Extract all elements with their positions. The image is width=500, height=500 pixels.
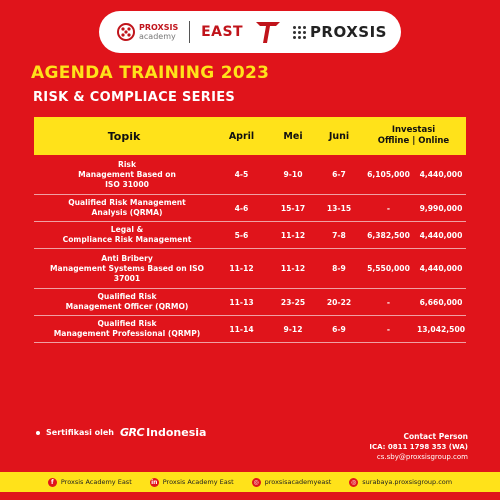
cell-online: 13,042,500 xyxy=(416,324,466,334)
east-label: EAST xyxy=(201,24,244,40)
cell-online: 6,660,000 xyxy=(419,297,463,307)
cell-online: 9,990,000 xyxy=(419,203,463,213)
web-icon: ◎ xyxy=(351,478,357,486)
cell-juni: 7-8 xyxy=(332,230,346,240)
brand-b-text: PROXSIS xyxy=(309,23,387,41)
header-offline-online: Offline | Online xyxy=(377,136,450,146)
social-footer-bar xyxy=(0,472,500,492)
cell-mei: 9-12 xyxy=(283,324,303,334)
cell-online: 4,440,000 xyxy=(419,170,463,179)
cell-topik: Risk Management Based on ISO 31000 xyxy=(78,159,176,189)
table-row xyxy=(34,249,466,289)
proxsis-t-logo-icon xyxy=(254,19,282,45)
cell-offline: 6,105,000 xyxy=(367,170,410,179)
cell-offline: 6,382,500 xyxy=(367,230,410,240)
cell-mei: 11-12 xyxy=(280,230,306,240)
instagram-icon: ◎ xyxy=(253,478,259,486)
proxsis-logo xyxy=(293,23,387,41)
cell-topik: Qualified Risk Management Analysis (QRMA) xyxy=(68,198,186,217)
cell-april: 5-6 xyxy=(234,230,249,240)
cell-online: 4,440,000 xyxy=(419,230,463,240)
cell-topik: Qualified Risk Management Professional (QRMP) xyxy=(53,319,201,338)
proxsis-academy-mark-icon xyxy=(117,23,135,41)
bullet-icon xyxy=(36,431,40,435)
cell-april: 11-14 xyxy=(229,324,254,334)
table-row xyxy=(34,316,466,343)
header-investasi xyxy=(361,125,466,147)
cell-topik: Qualified Risk Management Officer (QRMO) xyxy=(65,292,189,311)
facebook-icon: f xyxy=(48,478,57,487)
footer-item[interactable] xyxy=(252,478,332,487)
page-title: AGENDA TRAINING 2023 xyxy=(31,63,270,83)
cell-juni: 8-9 xyxy=(332,264,346,273)
table-row xyxy=(34,195,466,222)
cell-mei: 9-10 xyxy=(283,170,303,179)
header-investasi-label: Investasi xyxy=(391,125,436,135)
proxsis-dots-icon xyxy=(293,26,306,39)
cell-offline: - xyxy=(386,297,391,307)
contact-email[interactable]: cs.sby@proxsisgroup.com xyxy=(376,453,468,461)
cell-juni: 20-22 xyxy=(326,297,352,307)
footer-item[interactable] xyxy=(150,478,234,487)
cell-juni: 6-9 xyxy=(332,324,346,334)
linkedin-icon: in xyxy=(151,478,158,486)
footer-item-label: surabaya.proxsisgroup.com xyxy=(362,478,453,486)
cell-offline: - xyxy=(386,203,391,213)
grc-indonesia-logo xyxy=(120,426,206,439)
divider xyxy=(189,21,190,43)
cell-april: 11-13 xyxy=(229,297,254,307)
table-row xyxy=(34,155,466,195)
table-body xyxy=(34,155,466,343)
brand-a-line2: academy xyxy=(139,32,176,41)
table-header xyxy=(34,117,466,155)
certification-label: Sertifikasi oleh xyxy=(46,428,114,437)
footer-item-label: proxsisacademyeast xyxy=(264,478,332,486)
agenda-table xyxy=(34,117,466,343)
cell-mei: 23-25 xyxy=(280,297,306,307)
brand-a-line1: PROXSIS xyxy=(139,23,179,32)
footer-item-label: Proxsis Academy East xyxy=(162,478,234,486)
cell-offline: - xyxy=(386,324,391,334)
header-april: April xyxy=(228,130,255,142)
cell-april: 11-12 xyxy=(229,264,254,273)
cell-mei: 11-12 xyxy=(280,264,306,273)
footer-item[interactable] xyxy=(349,478,452,487)
certification xyxy=(36,426,206,439)
cell-topik: Anti Bribery Management Systems Based on ISO 37001 xyxy=(49,253,204,283)
cell-offline: 5,550,000 xyxy=(367,264,410,273)
cell-online: 4,440,000 xyxy=(419,264,463,273)
cell-juni: 13-15 xyxy=(326,203,352,213)
header-juni: Juni xyxy=(328,130,350,142)
header-topik: Topik xyxy=(107,129,141,143)
cell-april: 4-6 xyxy=(234,203,249,213)
proxsis-academy-logo xyxy=(117,23,178,41)
cell-juni: 6-7 xyxy=(332,170,346,179)
cell-mei: 15-17 xyxy=(280,203,306,213)
cell-topik: Legal & Compliance Risk Management xyxy=(62,225,192,244)
footer-item[interactable] xyxy=(48,478,132,487)
cell-april: 4-5 xyxy=(234,170,249,179)
footer-item-label: Proxsis Academy East xyxy=(60,478,132,486)
grc-logo-text: GRC xyxy=(120,426,145,439)
contact-phone[interactable]: ICA: 0811 1798 353 (WA) xyxy=(369,443,468,451)
table-row xyxy=(34,289,466,316)
header-mei: Mei xyxy=(283,130,303,142)
contact-heading: Contact Person xyxy=(403,432,468,441)
table-row xyxy=(34,222,466,249)
header-logo-bar xyxy=(99,11,401,53)
page-subtitle: RISK & COMPLIACE SERIES xyxy=(33,90,236,105)
contact-block xyxy=(369,432,468,462)
grc-logo-indonesia: Indonesia xyxy=(146,426,207,439)
